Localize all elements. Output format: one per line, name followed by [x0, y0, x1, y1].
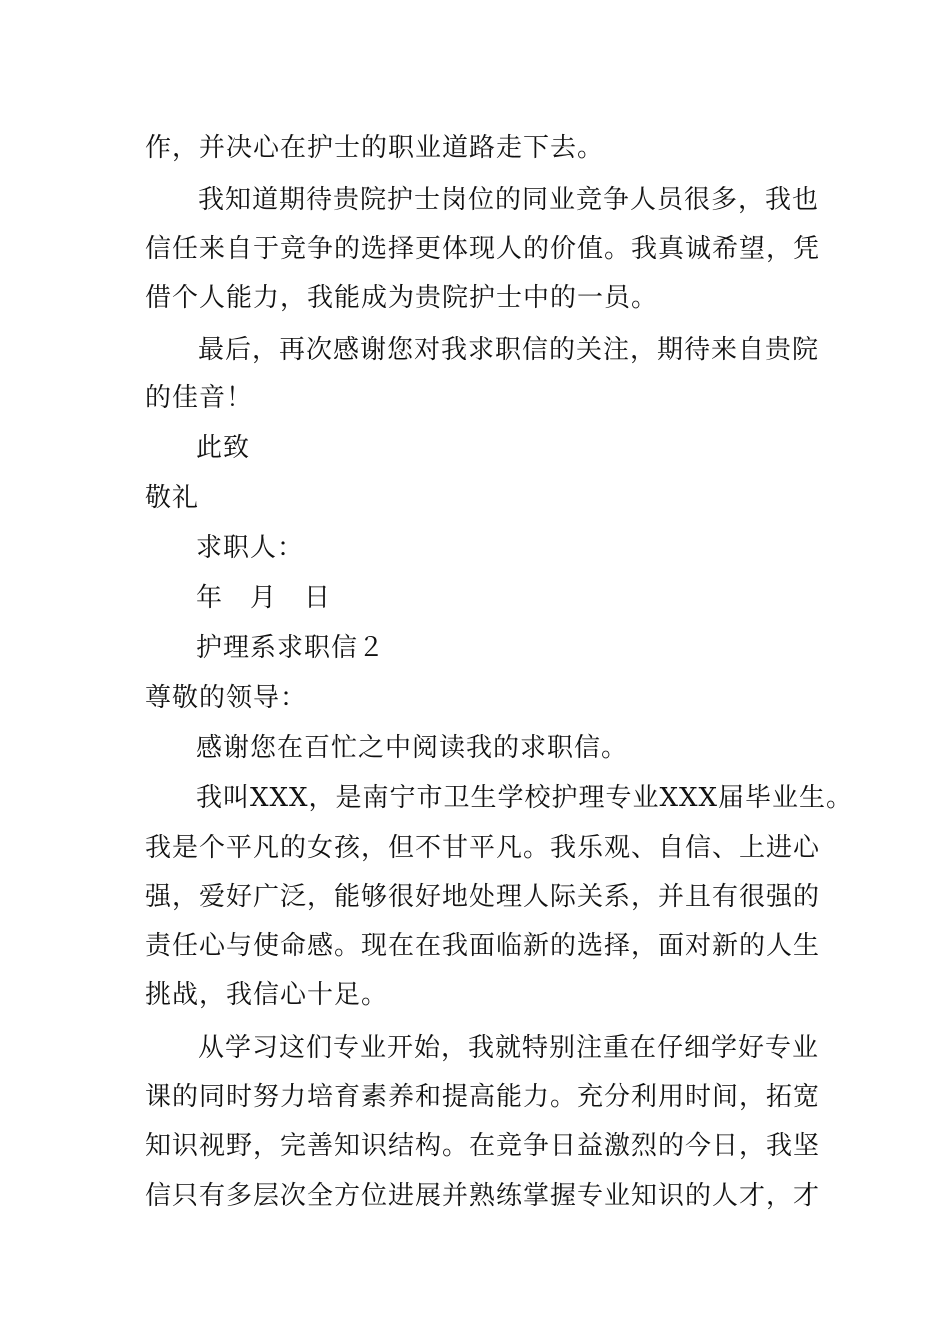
paragraph-line: 知识视野，完善知识结构。在竞争日益激烈的今日，我坚	[145, 1131, 821, 1161]
date-line: 年 月 日	[196, 583, 332, 613]
paragraph-line: 作，并决心在护士的职业道路走下去。	[145, 133, 605, 163]
greeting: 尊敬的领导：	[145, 683, 308, 713]
closing-regards: 敬礼	[145, 483, 200, 513]
paragraph-line: 从学习这们专业开始，我就特别注重在仔细学好专业	[198, 1033, 820, 1063]
paragraph-line: 我知道期待贵院护士岗位的同业竞争人员很多，我也	[198, 185, 820, 215]
paragraph-line: 我叫XXX，是南宁市卫生学校护理专业XXX届毕业生。	[196, 783, 854, 813]
paragraph-line: 责任心与使命感。现在在我面临新的选择，面对新的人生	[145, 931, 821, 961]
paragraph-line: 我是个平凡的女孩，但不甘平凡。我乐观、自信、上进心	[145, 833, 821, 863]
paragraph-line: 信只有多层次全方位进展并熟练掌握专业知识的人才，才	[145, 1181, 821, 1211]
paragraph-line: 最后，再次感谢您对我求职信的关注，期待来自贵院	[198, 335, 820, 365]
paragraph-line: 借个人能力，我能成为贵院护士中的一员。	[145, 283, 659, 313]
closing-salutation: 此致	[196, 433, 251, 463]
paragraph-line: 强，爱好广泛，能够很好地处理人际关系，并且有很强的	[145, 882, 821, 912]
paragraph-line: 的佳音！	[145, 383, 254, 413]
paragraph-line: 信任来自于竞争的选择更体现人的价值。我真诚希望，凭	[145, 234, 821, 264]
paragraph-line: 课的同时努力培育素养和提高能力。充分利用时间，拓宽	[145, 1082, 821, 1112]
paragraph-line: 感谢您在百忙之中阅读我的求职信。	[196, 733, 629, 763]
signature-label: 求职人：	[196, 533, 305, 563]
paragraph-line: 挑战，我信心十足。	[145, 980, 389, 1010]
section-title: 护理系求职信２	[196, 633, 386, 663]
